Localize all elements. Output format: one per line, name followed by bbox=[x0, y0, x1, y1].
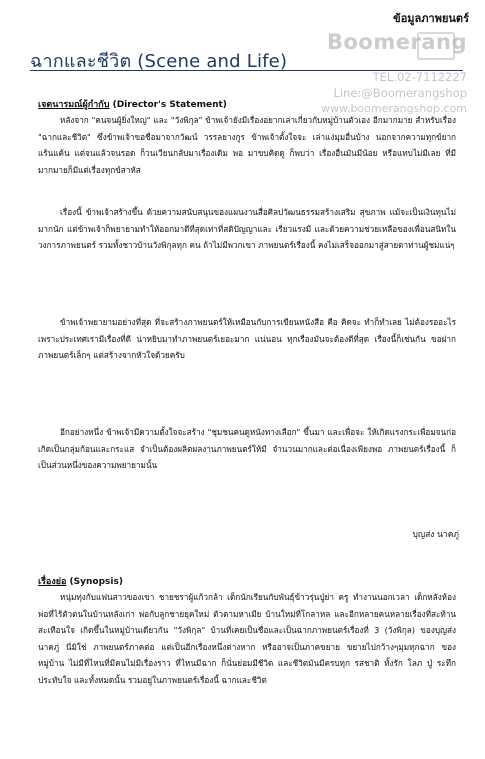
page-title: ฉากและชีวิต (Scene and Life) bbox=[30, 51, 288, 72]
director-statement-heading bbox=[38, 97, 227, 111]
watermark-line: Line:@Boomerangshop bbox=[333, 86, 467, 100]
watermark-tel: TEL.02-7112227 bbox=[372, 70, 467, 84]
director-paragraph-4: อีกอย่างหนึ่ง ข้าพเจ้ามีความตั้งใจจะสร้าง "ชุมชนคนดูหนังทางเลือก" ขึ้นมา และเพื่อจะ ให้เกิดแรงกระเพื่อมจนก่อเกิดเป็นกลุ่มก้อนและกระแส จำเป็นต้องผลิตผลงานภาพยนตร์ให้มี จำนวนมากและต่อเนื่องเพียงพอ ภาพยนตร์เรื่องนี้ ก็เป็นส่วนหนึ่งของความพยายามนั้น bbox=[38, 427, 456, 471]
synopsis-heading-en: (Synopsis) bbox=[69, 577, 123, 587]
director-paragraph-3: ข้าพเจ้าพยายามอย่างที่สุด ที่จะสร้างภาพยนตร์ให้เหมือนกับการเขียนหนังสือ คือ คิดจะ ทำก็ทำเลย ไม่ต้องรออะไร เพราะประเทศเรามีเรื่องที่ดี น่าหยิบมาทำภาพยนตร์เยอะมาก แน่นอน ทุกเรื่องมันจะต้องดีที่สุด เรื่องนี้ก็เช่นกัน ขอฝากภาพยนตร์เล็กๆ แต่สร้างจากหัวใจด้วยครับ bbox=[38, 317, 456, 361]
watermark-brand: Boomerang bbox=[327, 30, 467, 54]
synopsis-text: หนุ่มทุ่งกับแฟนสาวของเขา ชายชราผู้แก้วกล้า เด็กนักเรียนกับพันธุ์ข้าวรุ่นปู่ย่า ครู ทำงานนอกเวลา เด็กหลังห้อง พ่อที่ไร้ตัวตนในบ้านหลังเก่า พ่อกับลูกชายยุคใหม่ ตัวตามหาเมีย บ้านใหม่ที่โกลาหล และอีกหลายคนหลายเรื่องที่สะท้านสะเทือนใจ เกิดขึ้นในหมู่บ้านเดียวกัน "วังพิกุล" บ้านที่เคยเป็นชื่อและเป็นฉากภาพยนตร์เรื่องที่ 3 (วังพิกุล) ของบุญส่ง นาคภู่ นี่มิใช่ ภาพยนตร์ภาคต่อ แต่เป็นอีกเรื่องหนึ่งต่างหาก หรืออาจเป็นภาคขยาย ขยายไปกว้างๆมุมทุกฉาก ของหมู่บ้าน ไม่มีที่ไหนที่มีคนไม่มีเรื่องราว ที่ไหนมีฉาก ก็นั่นย่อมมีชีวิต และชีวิตมันมีครบทุก รสชาติ ทั้งรัก โลภ ปู่ ระทึก ประทับใจ และทั้งหมดนั้น รวมอยู่ในภาพยนตร์เรื่องนี้ ฉากและชีวิต bbox=[38, 592, 456, 685]
director-paragraph-1: หลังจาก "คนจนผู้ยิ่งใหญ่" และ "วังพิกุล" ข้าพเจ้ายังมีเรื่องอยากเล่าเกี่ยวกับหมู่บ้านตัวเอง อีกมากมาย สำหรับเรื่อง "ฉากและชีวิต" ซึ่งข้าพเจ้าขอชื่อมาจากวัฒน์ วรรลยางกูร ข้าพเจ้าตั้งใจจะ เล่าแง่มุมอื่นบ้าง นอกจากความทุกข์ยากแร้นแค้น แต่จนแล้วจนรอด ก็วนเวียนกลับมาเรื่องเดิม พอ มาขบคิดดู ก็พบว่า เรื่องอื่นมันมีน้อย หรือแทบไม่มีเลย ที่มีมากมายก็มีแต่เรื่องทุกข์สาหัส bbox=[38, 115, 456, 175]
synopsis-heading bbox=[38, 574, 123, 588]
watermark-web: www.boomerangshop.com bbox=[320, 102, 467, 115]
director-statement-heading-th: เจตนารมณ์ผู้กำกับ bbox=[38, 100, 110, 110]
synopsis-heading-th: เรื่องย่อ bbox=[38, 577, 67, 587]
director-signature: บุญส่ง นาคภู่ bbox=[412, 530, 459, 540]
category-label: ข้อมูลภาพยนตร์ bbox=[393, 12, 469, 25]
director-paragraph-2: เรื่องนี้ ข้าพเจ้าสร้างขึ้น ด้วยความสนับสนุนของแผนงานสื่อศิลปวัฒนธรรมสร้างเสริม สุขภาพ แม้จะเป็นเงินทุนไม่มากนัก แต่ข้าพเจ้าก็พยายามทำให้ออกมาดีที่สุดเท่าที่สติปัญญาและ เรี่ยวแรงมี และด้วยความช่วยเหลือของเพื่อนสนิทในวงการภาพยนตร์ รวมทั้งชาวบ้านวังพิกุลทุก คน ถ้าไม่มีพวกเขา ภาพยนตร์เรื่องนี้ คงไม่เสร็จออกมาสู่สายตาท่านผู้ชมแน่ๆ bbox=[38, 207, 456, 251]
director-statement-heading-en: (Director's Statement) bbox=[112, 100, 227, 110]
